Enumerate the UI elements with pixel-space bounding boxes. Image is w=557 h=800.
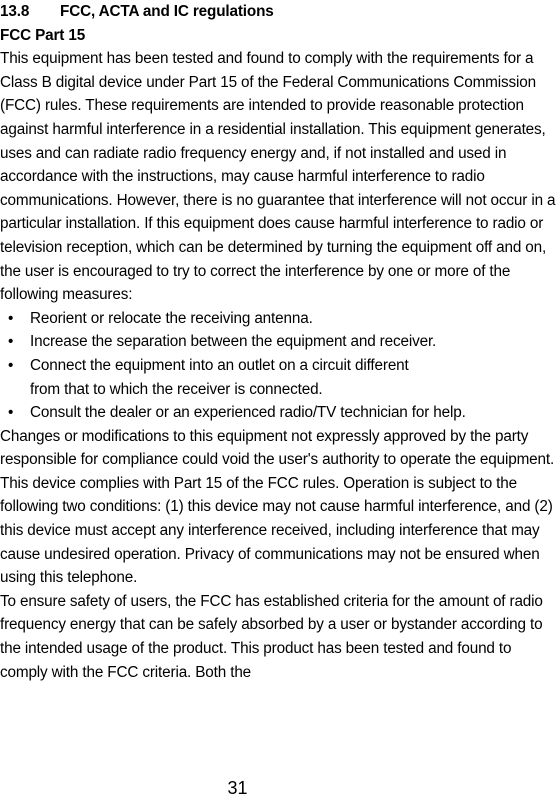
paragraph-part15-conditions: This device complies with Part 15 of the FCC rules. Operation is subject to the following two conditions: (1) this device may not cause harmful interference, and (2) this device must accept any interference received, including interference that may cause undesired operation. Privacy of communications may not be ensured when using this telephone. <box>0 474 553 587</box>
measures-list <box>0 307 557 425</box>
page-number: 31 <box>227 778 248 798</box>
bullet-icon: • <box>8 333 14 351</box>
list-item <box>0 354 557 401</box>
bullet-icon: • <box>8 404 14 422</box>
paragraph-modifications: Changes or modifications to this equipment not expressly approved by the party responsible for compliance could void the user's authority to operate the equipment. <box>0 427 555 469</box>
section-heading <box>0 0 557 24</box>
bullet-icon: • <box>8 356 14 374</box>
list-item-text-continuation: from that to which the receiver is connected. <box>30 380 323 398</box>
section-title: FCC, ACTA and IC regulations <box>60 3 274 20</box>
paragraph-fcc-intro: This equipment has been tested and found to comply with the requirements for a Class B digital device under Part 15 of the Federal Communications Commission (FCC) rules. These requirements are intended to provide reasonable protection against harmful interference in a residential installation. This equipment generates, uses and can radiate radio frequency energy and, if not installed and used in accordance with the instructions, may cause harmful interference to radio communications. However, there is no guarantee that interference will not occur in a particular installation. If this equipment does cause harmful interference to radio or television reception, which can be determined by turning the equipment off and on, the user is encouraged to try to correct the interference by one or more of the following measures: <box>0 50 556 304</box>
list-item <box>0 401 557 425</box>
list-item <box>0 307 557 331</box>
list-item-text: Consult the dealer or an experienced radio/TV technician for help. <box>30 404 466 422</box>
paragraph-rf-safety: To ensure safety of users, the FCC has established criteria for the amount of radio frequency energy that can be safely absorbed by a user or bystander according to the intended usage of the product. This product has been tested and found to comply with the FCC criteria. Both the <box>0 592 543 681</box>
list-item-text: Connect the equipment into an outlet on a circuit different <box>30 356 409 374</box>
bullet-icon: • <box>8 309 14 327</box>
list-item-text: Reorient or relocate the receiving antenna. <box>30 309 313 327</box>
subsection-heading: FCC Part 15 <box>0 26 86 44</box>
list-item-text: Increase the separation between the equipment and receiver. <box>30 333 437 351</box>
list-item <box>0 330 557 354</box>
section-number: 13.8 <box>0 3 30 20</box>
